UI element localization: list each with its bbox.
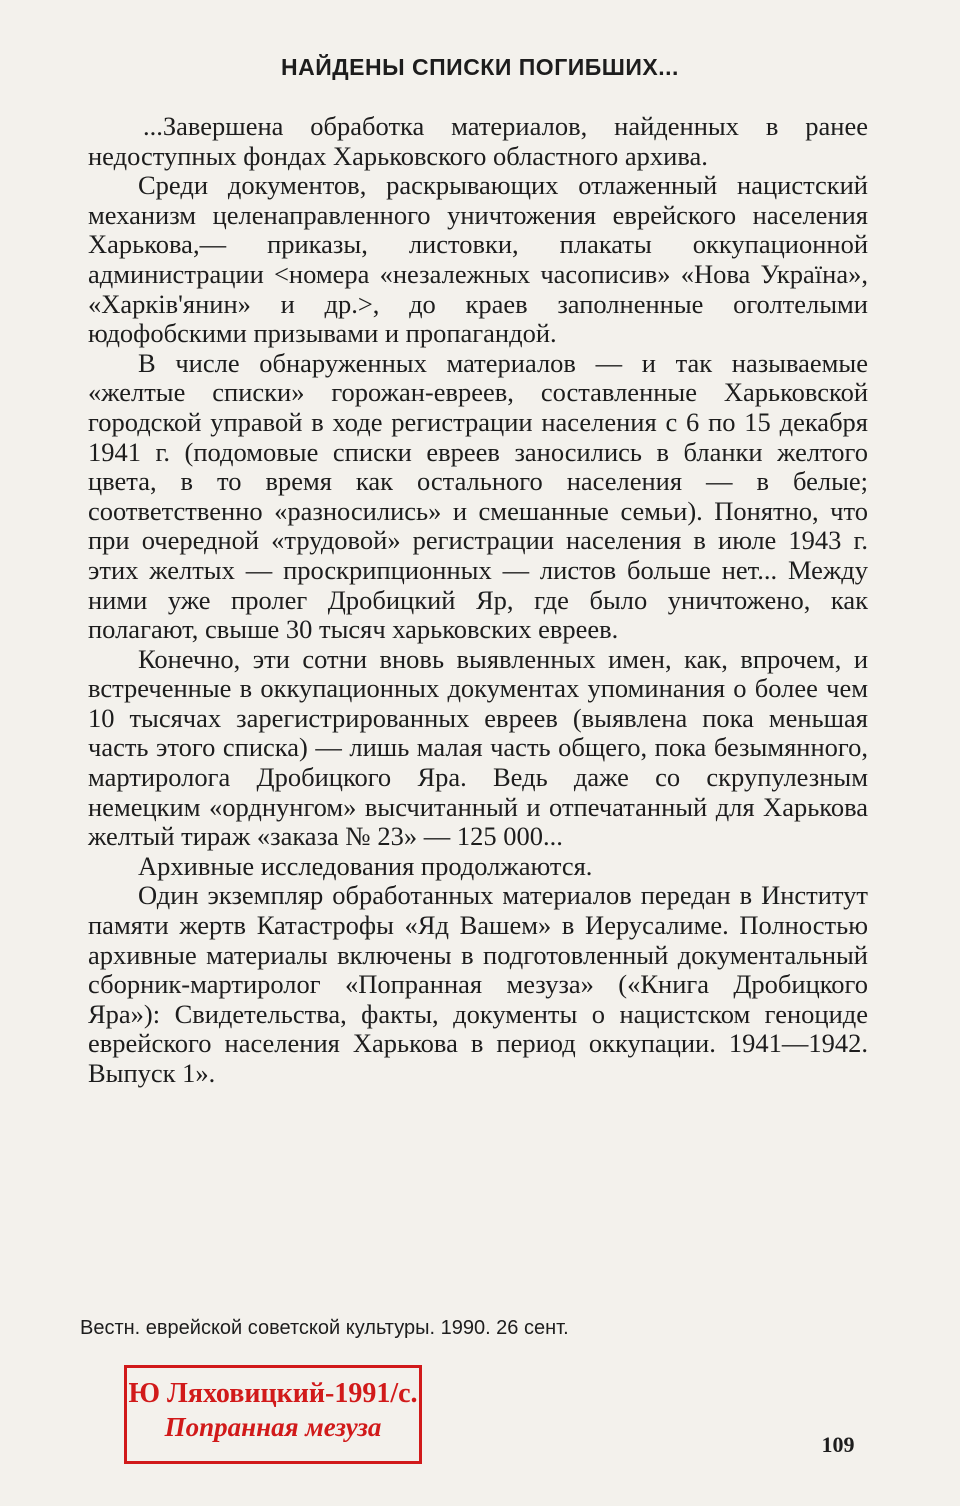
page-number: 109	[821, 1432, 855, 1457]
article-body	[88, 112, 868, 1089]
paragraph-2: Среди документов, раскрывающих отлаженный нацистский механизм целенаправленного уничтожения еврейского населения Харькова,— приказы, листовки, плакаты оккупационной администрации <номера «незалежных часописив» «Нова Україна», «Харків'янин» и др.>, до краев заполненные оголтелыми юдофобскими призывами и пропагандой.	[88, 170, 868, 349]
stamp-author: Ю Ляховицкий-1991/с.	[128, 1378, 418, 1409]
source-citation: Вестн. еврейской советской культуры. 1990. 26 сент.	[80, 1317, 569, 1339]
red-stamp	[124, 1365, 422, 1464]
paragraph-4: Конечно, эти сотни вновь выявленных имен, как, впрочем, и встреченные в оккупационных документах упоминания о более чем 10 тысячах зарегистрированных евреев (выявлена пока меньшая часть этого списка) — лишь малая часть общего, пока безымянного, мартиролога Дробицкого Яра. Ведь даже со скрупулезным немецким «орднунгом» высчитанный и отпечатанный для Харькова желтый тираж «заказа № 23» — 125 000...	[88, 643, 868, 852]
paragraph-5: Архивные исследования продолжаются.	[138, 850, 593, 881]
paragraph-6: Один экземпляр обработанных материалов передан в Институт памяти жертв Катастрофы «Яд Вашем» в Иерусалиме. Полностью архивные материалы включены в подготовленный документальный сборник-мартиролог «Попранная мезуза» («Книга Дробицкого Яра»): Свидетельства, факты, документы о нацистском геноциде еврейского населения Харькова в период оккупации. 1941—1942. Выпуск 1».	[88, 880, 868, 1088]
stamp-book-title: Попранная мезуза	[164, 1412, 382, 1442]
article-title: НАЙДЕНЫ СПИСКИ ПОГИБШИХ...	[281, 54, 679, 80]
paragraph-1: ...Завершена обработка материалов, найденных в ранее недоступных фондах Харьковского областного архива.	[88, 111, 868, 171]
paragraph-3: В числе обнаруженных материалов — и так называемые «желтые списки» горожан-евреев, составленные Харьковской городской управой в ходе регистрации населения с 6 по 15 декабря 1941 г. (подомовые списки евреев заносились в бланки желтого цвета, в то время как остального населения — в белые; соответственно «разносились» и смешанные семьи). Понятно, что при очередной «трудовой» регистрации населения в июле 1943 г. этих желтых — проскрипционных — листов больше нет... Между ними уже пролег Дробицкий Яр, где было уничтожено, как полагают, свыше 30 тысяч харьковских евреев.	[88, 347, 868, 645]
